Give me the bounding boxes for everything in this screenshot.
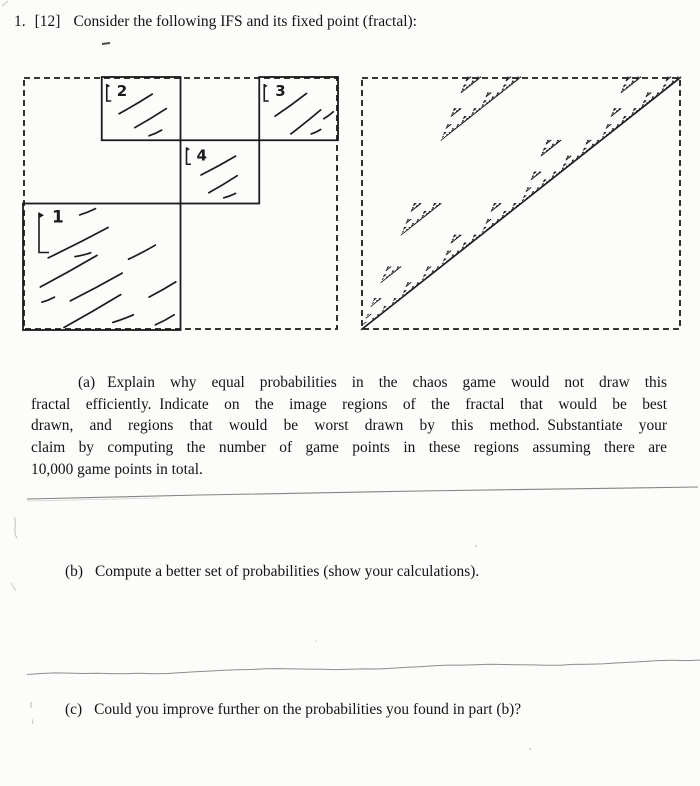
scan-speck	[315, 640, 317, 642]
question-a-line: 10,000 game points in total.	[31, 460, 203, 478]
ifs-diagram	[23, 77, 338, 330]
scan-smudge	[32, 719, 33, 724]
question-a-line: drawn, and regions that would be worst drawn by this method. Substantiate your	[31, 417, 667, 435]
torn-paper-edge	[27, 660, 700, 674]
question-a-line: fractal efficiently. Indicate on the image regions of the fractal that would be best	[31, 395, 667, 413]
ifs-map-4	[181, 140, 260, 203]
page-seam-line	[27, 487, 698, 499]
scan-smudge	[2, 1, 8, 6]
ifs-map-box-4	[181, 140, 260, 203]
ifs-map-label: 3	[275, 82, 286, 100]
ifs-map-box-2	[102, 77, 181, 140]
stray-pen-dash	[102, 43, 110, 44]
question-c	[65, 701, 521, 719]
hatch-stroke	[155, 315, 174, 325]
hatch-stroke	[40, 255, 97, 287]
question-a	[31, 372, 667, 481]
hatch-stroke	[75, 253, 91, 257]
hatch-stroke	[149, 282, 176, 297]
hatch-stroke	[48, 228, 108, 258]
page-seam-echo	[27, 498, 160, 501]
question-a-line: claim by computing the number of game points in these regions assuming there are	[31, 439, 667, 457]
hatch-stroke	[80, 209, 96, 215]
scan-speck	[529, 748, 531, 750]
scan-speck	[475, 545, 477, 547]
ifs-map-1	[23, 204, 181, 331]
problem-points: [12]	[34, 13, 61, 30]
problem-title-text: Consider the following IFS and its fixed point (fractal):	[73, 13, 417, 30]
ifs-map-3	[259, 77, 338, 140]
ifs-map-label: 1	[52, 207, 64, 228]
hatch-stroke	[113, 315, 134, 323]
hatch-stroke	[209, 176, 237, 193]
hatch-stroke	[129, 245, 156, 259]
problem-title	[14, 13, 417, 31]
fractal-image	[361, 77, 681, 330]
problem-number: 1.	[14, 13, 26, 30]
hatch-stroke	[42, 297, 55, 302]
ifs-map-box-3	[259, 77, 338, 140]
hatch-stroke	[70, 273, 122, 301]
hatch-stroke	[149, 130, 162, 136]
ifs-map-label: 2	[116, 82, 128, 100]
fractal-main-diagonal	[362, 78, 681, 330]
question-c-label: (c)	[65, 701, 83, 718]
orientation-corner-icon	[39, 213, 49, 253]
question-a-label: (a)	[78, 374, 96, 391]
ifs-map-label: 4	[196, 146, 207, 165]
question-a-line	[31, 372, 667, 394]
question-a-text: Explain why equal probabilities in the chaos game would not draw this	[107, 374, 667, 391]
hatch-stroke	[324, 112, 334, 119]
scan-smudge	[14, 517, 17, 538]
question-b	[65, 563, 479, 581]
hatch-stroke	[224, 193, 236, 197]
question-c-text: Could you improve further on the probabilities you found in part (b)?	[94, 701, 522, 718]
question-b-label: (b)	[65, 563, 83, 580]
ifs-map-2	[102, 77, 181, 140]
hatch-stroke	[291, 110, 321, 134]
hatch-stroke	[311, 130, 321, 134]
scan-smudge	[11, 583, 16, 591]
ifs-map-box-1	[23, 204, 181, 331]
question-b-text: Compute a better set of probabilities (show your calculations).	[94, 563, 480, 580]
hatch-stroke	[135, 109, 167, 128]
